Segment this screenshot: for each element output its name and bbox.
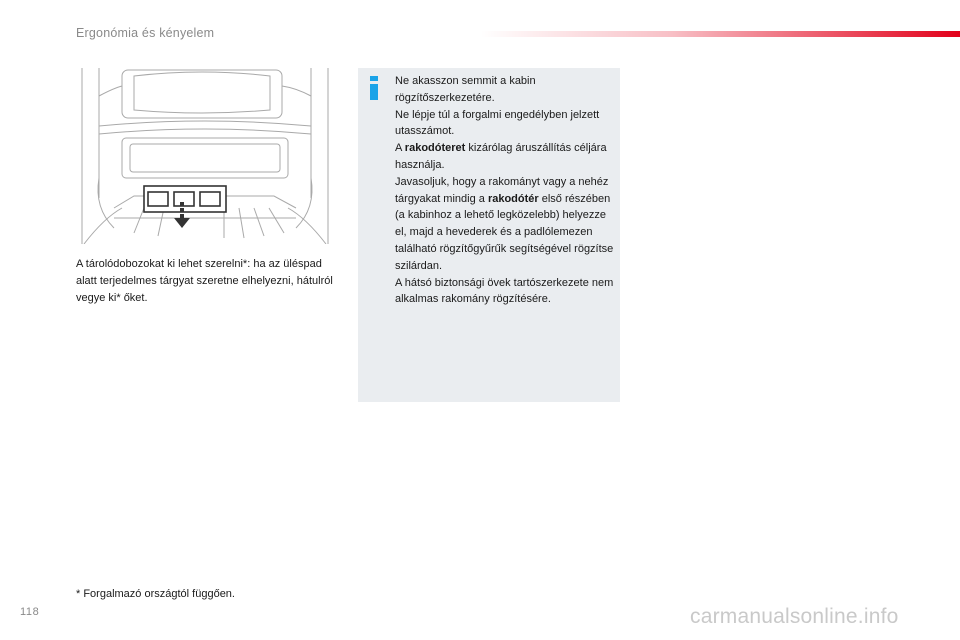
info-paragraph: Ne akasszon semmit a kabin rögzítőszerkezetére. bbox=[395, 75, 536, 104]
info-paragraph: Ne lépje túl a forgalmi engedélyben jelzett utasszámot. bbox=[395, 108, 600, 138]
page-number: 118 bbox=[20, 606, 40, 618]
info-box bbox=[358, 68, 620, 402]
info-paragraph bbox=[395, 174, 617, 275]
text-run: A bbox=[395, 142, 405, 155]
text-run: Javasoljuk, hogy a rakományt vagy a nehéz tárgyakat mindig a bbox=[395, 175, 609, 205]
illustration-caption: A tárolódobozokat ki lehet szerelni*: ha az üléspad alatt terjedelmes tárgyat szeretne elhelyezni, hátulról vegye ki* őket. bbox=[76, 258, 333, 304]
section-title: Ergonómia és kényelem bbox=[76, 26, 215, 40]
text-run: első részében (a kabinhoz a lehető legközelebb) helyezze el, majd a hevederek és a padlólemezen található rögzítőgyűrűk segítségével rögzítse szilárdan. bbox=[395, 192, 614, 272]
info-paragraph: A hátsó biztonsági övek tartószerkezete nem alkalmas rakomány rögzítésére. bbox=[395, 276, 614, 306]
watermark: carmanualsonline.info bbox=[690, 605, 899, 628]
footnote: * Forgalmazó országtól függően. bbox=[76, 588, 235, 600]
bold-term: rakodóteret bbox=[404, 142, 466, 155]
bold-term: rakodótér bbox=[487, 192, 539, 205]
info-paragraph bbox=[395, 140, 617, 174]
text-run: kizárólag áruszállítás céljára használja. bbox=[395, 142, 607, 171]
cargo-storage-illustration bbox=[74, 68, 336, 244]
info-text bbox=[395, 73, 617, 308]
info-icon bbox=[368, 76, 380, 100]
header-accent-bar bbox=[480, 31, 960, 37]
